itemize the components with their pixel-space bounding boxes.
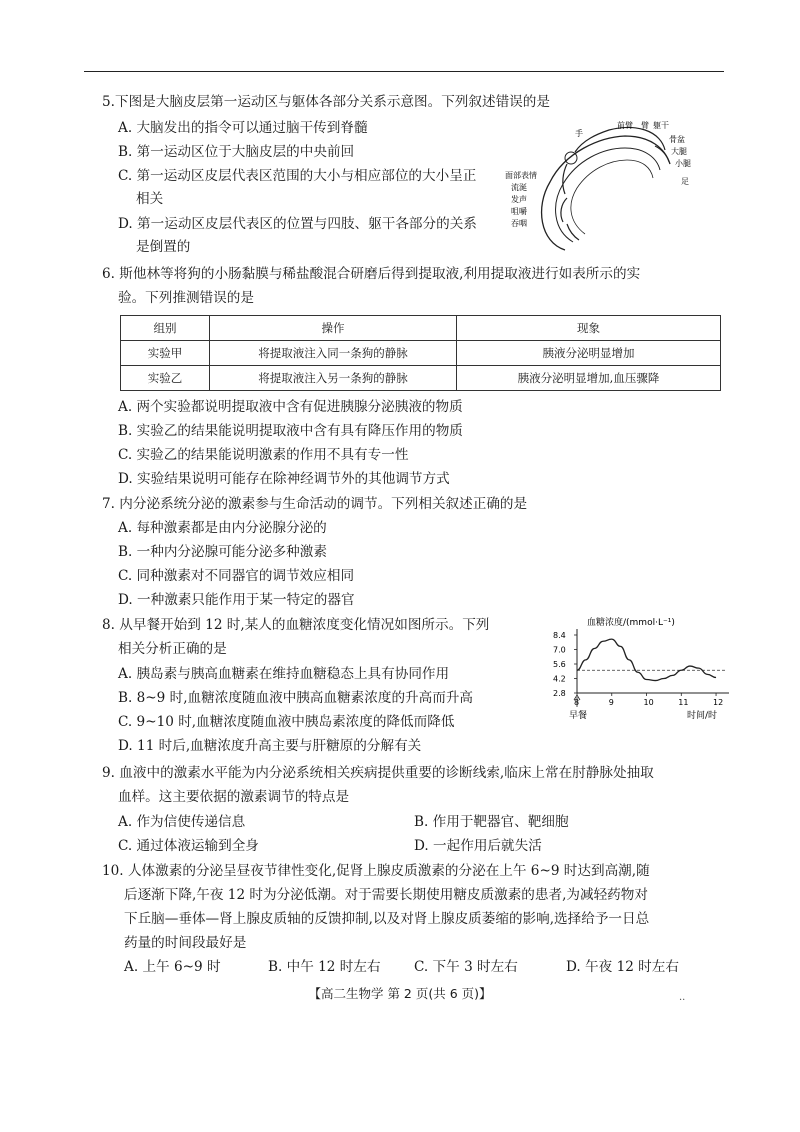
chart-xlabel: 时间/时: [687, 711, 718, 721]
q10-option-c: C. 下午 3 时左右: [414, 959, 518, 975]
table-header-cell: 操作: [210, 316, 457, 341]
q10-option-b: B. 中午 12 时左右: [268, 959, 381, 975]
q9-stem-line1: 9. 血液中的激素水平能为内分泌系统相关疾病提供重要的诊断线索,临床上常在肘静脉处抽取: [102, 765, 654, 781]
motor-cortex-diagram: [505, 112, 700, 257]
label-arm: 臂: [641, 121, 649, 130]
q6-option-b: B. 实验乙的结果能说明提取液中含有具有降压作用的物质: [118, 423, 463, 439]
y-tick-label: 7.0: [553, 645, 566, 655]
q8-stem-line2: 相关分析正确的是: [118, 641, 227, 657]
table-row: [121, 366, 721, 391]
y-tick-label: 5.6: [553, 660, 566, 669]
table-cell: 胰液分泌明显增加: [457, 341, 721, 366]
table-cell: 实验甲: [121, 341, 210, 366]
table-cell: 胰液分泌明显增加,血压骤降: [457, 366, 721, 391]
q10-option-d: D. 午夜 12 时左右: [566, 959, 679, 975]
table-cell: 将提取液注入同一条狗的静脉: [210, 341, 457, 366]
label-pelvis: 骨盆: [669, 135, 685, 144]
q5-option-b: B. 第一运动区位于大脑皮层的中央前回: [118, 144, 355, 160]
x-tick-label: 10: [643, 698, 654, 707]
q6-option-d: D. 实验结果说明可能存在除神经调节外的其他调节方式: [118, 471, 450, 487]
label-hand: 手: [575, 129, 583, 138]
q9-option-a: A. 作为信使传递信息: [118, 814, 246, 830]
blood-glucose-chart: [547, 615, 737, 755]
q8-option-c: C. 9~10 时,血糖浓度随血液中胰岛素浓度的降低而降低: [118, 714, 455, 730]
q10-stem-line1: 10. 人体激素的分泌呈昼夜节律性变化,促肾上腺皮质激素的分泌在上午 6~9 时达到高潮,随: [102, 863, 650, 879]
x-tick-label: 11: [678, 698, 689, 707]
y-tick-label: 2.8: [553, 689, 566, 698]
chart-ylabel: 血糖浓度/(mmol·L⁻¹): [587, 618, 675, 628]
label-face: 面部表情: [505, 171, 537, 180]
q7-option-d: D. 一种激素只能作用于某一特定的器官: [118, 592, 355, 608]
q5-option-d-line2: 是倒置的: [136, 239, 191, 255]
table-row: [121, 341, 721, 366]
x-tick-label: 12: [713, 698, 724, 707]
q10-stem-line3: 下丘脑—垂体—肾上腺皮质轴的反馈抑制,以及对肾上腺皮质萎缩的影响,选择给予一日总: [124, 911, 650, 927]
table-header-row: [121, 316, 721, 341]
q9-option-b: B. 作用于靶器官、靶细胞: [414, 814, 569, 830]
q10-stem-line4: 药量的时间段最好是: [124, 935, 247, 951]
q5-option-a: A. 大脑发出的指令可以通过脑干传到脊髓: [118, 120, 368, 136]
x-tick-label: 9: [608, 698, 614, 707]
label-salivate: 流涎: [511, 183, 527, 192]
chart-annotation-breakfast: 早餐: [569, 711, 588, 721]
label-chew: 咀嚼: [511, 207, 527, 216]
label-calf: 小腿: [675, 159, 691, 168]
q6-option-c: C. 实验乙的结果能说明激素的作用不具有专一性: [118, 447, 409, 463]
q10-option-a: A. 上午 6~9 时: [124, 959, 221, 975]
table-header-cell: 组别: [121, 316, 210, 341]
q6-option-a: A. 两个实验都说明提取液中含有促进胰腺分泌胰液的物质: [118, 399, 463, 415]
table-cell: 将提取液注入另一条狗的静脉: [210, 366, 457, 391]
q5-option-c-line2: 相关: [136, 191, 164, 207]
q7-option-b: B. 一种内分泌腺可能分泌多种激素: [118, 544, 327, 560]
x-tick-label: 8: [574, 698, 580, 707]
q8-option-b: B. 8~9 时,血糖浓度随血液中胰高血糖素浓度的升高而升高: [118, 690, 474, 706]
y-tick-label: 8.4: [553, 631, 566, 640]
label-forearm: 前臂: [617, 121, 633, 130]
q5-stem: 5.下图是大脑皮层第一运动区与躯体各部分关系示意图。下列叙述错误的是: [102, 94, 550, 110]
q8-stem-line1: 8. 从早餐开始到 12 时,某人的血糖浓度变化情况如图所示。下列: [102, 617, 490, 633]
q7-option-a: A. 每种激素都是由内分泌腺分泌的: [118, 520, 327, 536]
table-header-cell: 现象: [457, 316, 721, 341]
table-cell: 实验乙: [121, 366, 210, 391]
q8-option-d: D. 11 时后,血糖浓度升高主要与肝糖原的分解有关: [118, 738, 422, 754]
label-trunk: 躯干: [653, 121, 669, 130]
q9-option-c: C. 通过体液运输到全身: [118, 838, 259, 854]
q6-stem-line1: 6. 斯他林等将狗的小肠黏膜与稀盐酸混合研磨后得到提取液,利用提取液进行如表所示的实: [102, 266, 641, 282]
top-rule: [84, 71, 724, 72]
q9-option-d: D. 一起作用后就失活: [414, 838, 542, 854]
y-tick-label: 4.2: [553, 674, 566, 684]
q7-option-c: C. 同种激素对不同器官的调节效应相同: [118, 568, 355, 584]
label-thigh: 大腿: [671, 147, 687, 156]
q6-stem-line2: 验。下列推测错误的是: [118, 290, 254, 306]
q7-stem: 7. 内分泌系统分泌的激素参与生命活动的调节。下列相关叙述正确的是: [102, 496, 528, 512]
label-vocal: 发声: [511, 195, 527, 204]
q8-option-a: A. 胰岛素与胰高血糖素在维持血糖稳态上具有协同作用: [118, 666, 450, 682]
label-swallow: 吞咽: [511, 219, 527, 228]
page-footer: 【高二生物学 第 2 页(共 6 页)】: [308, 986, 492, 1001]
chart-series-line: [577, 639, 716, 680]
q5-option-c-line1: C. 第一运动区皮层代表区范围的大小与相应部位的大小呈正: [118, 168, 477, 184]
q9-stem-line2: 血样。这主要依据的激素调节的特点是: [118, 789, 350, 805]
q5-option-d-line1: D. 第一运动区皮层代表区的位置与四肢、躯干各部分的关系: [118, 216, 477, 232]
q10-stem-line2: 后逐渐下降,午夜 12 时为分泌低潮。对于需要长期使用糖皮质激素的患者,为减轻药物对: [124, 887, 648, 903]
q6-experiment-table: [120, 315, 721, 391]
label-foot: 足: [681, 177, 689, 186]
corner-mark: ··: [679, 995, 686, 1006]
